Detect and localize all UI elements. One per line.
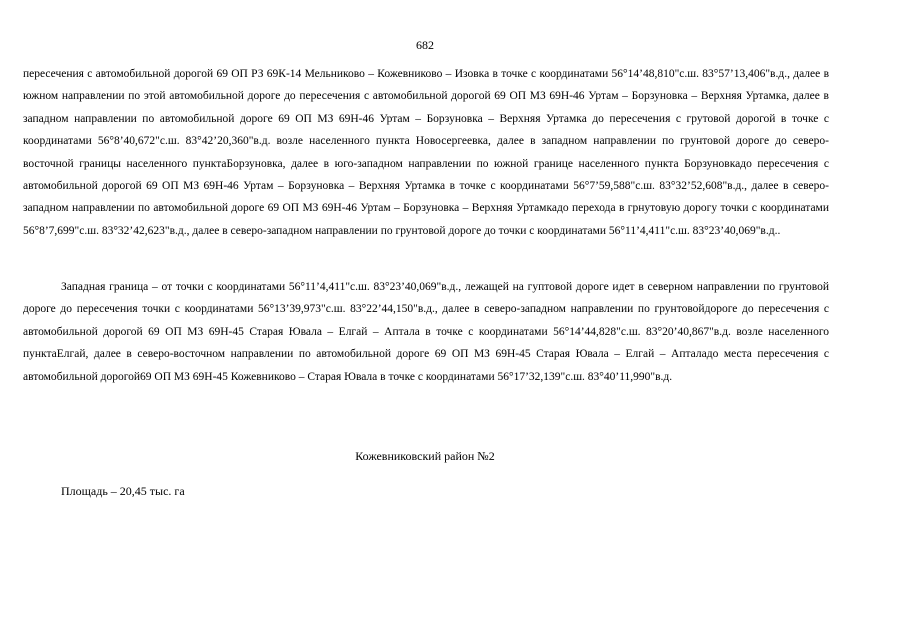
boundary-paragraph-1: пересечения с автомобильной дорогой 69 ОП РЗ 69К-14 Мельниково – Кожевниково – Изовка в точке с координатами 56°14’48,810"с.ш. 83°57’13,406"в.д., далее в южном направлении по этой автомобильной дороге до пересечения с автомобильной дорогой 69 ОП МЗ 69Н-46 Уртам – Борзуновка – Верхняя Уртамка, далее в западном направлении по автомобильной дороге 69 ОП МЗ 69Н-46 Уртам – Борзуновка – Верхняя Уртамка до пересечения с грутовой дорогой в точке с координатами 56°8’40,672"с.ш. 83°42’20,360"в.д. возле населенного пункта Новосергеевка, далее в западном направлении по грунтовой дороге до северо-восточной границы населенного пунктаБорзуновка, далее в юго-западном направлении по южной границе населенного пункта Борзуновкадо пересечения с автомобильной дорогой 69 ОП МЗ 69Н-46 Уртам – Борзуновка – Верхняя Уртамка в точке с координатами 56°7’59,588"с.ш. 83°32’52,608"в.д., далее в северо-западном направлении по автомобильной дороге 69 ОП МЗ 69Н-46 Уртам – Борзуновка – Верхняя Уртамкадо перехода в грнутовую дорогу точки с координатами 56°8’7,699"с.ш. 83°32’42,623"в.д., далее в северо-западном направлении по грунтовой дороге до точки с координатами 56°11’4,411"с.ш. 83°23’40,069"в.д.. [23,68,829,237]
west-boundary-paragraph: Западная граница – от точки с координатами 56°11’4,411"с.ш. 83°23’40,069"в.д., лежащей на гуптовой дороге идет в северном направлении по грунтовой дороге до пересечения точки с координатами 56°13’39,973"с.ш. 83°22’44,150"в.д., далее в северо-западном направлении по грунтовойдороге до пересечения с автомобильной дорогой 69 ОП МЗ 69Н-45 Старая Ювала – Елгай – Аптала в точке с координатами 56°14’44,828"с.ш. 83°20’40,867"в.д. возле населенного пунктаЕлгай, далее в северо-восточном направлении по автомобильной дороге 69 ОП МЗ 69Н-45 Старая Ювала – Елгай – Апталадо места пересечения с автомобильной дорогой69 ОП МЗ 69Н-45 Кожевниково – Старая Ювала в точке с координатами 56°17’32,139"с.ш. 83°40’11,990"в.д. [23,281,829,383]
district-title: Кожевниковский район №2 [355,449,495,463]
area-line: Площадь – 20,45 тыс. га [61,484,185,498]
page-number: 682 [416,38,434,52]
